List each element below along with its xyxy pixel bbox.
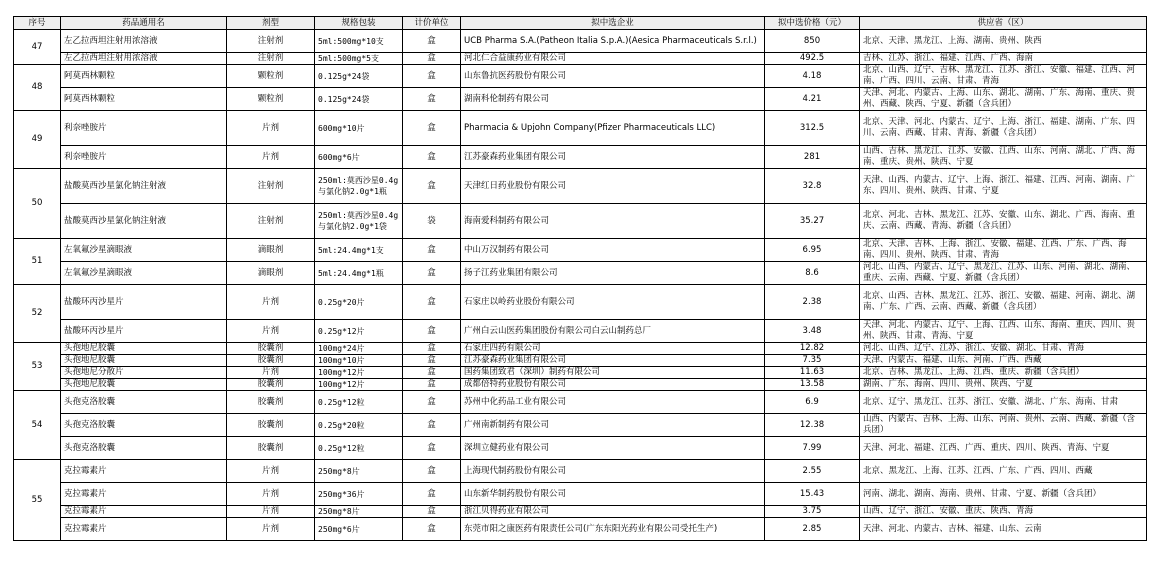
cell-provinces: 天津、内蒙古、福建、山东、河南、广西、西藏 — [860, 355, 1147, 367]
table-row — [14, 343, 1147, 355]
cell-company: 山东新华制药股份有限公司 — [461, 483, 765, 506]
table-row — [14, 88, 1147, 111]
cell-unit: 盒 — [403, 53, 461, 65]
cell-price: 7.99 — [765, 437, 860, 460]
cell-dosage-form: 片剂 — [227, 111, 315, 146]
cell-dosage-form: 胶囊剂 — [227, 437, 315, 460]
cell-company: 广州南新制药有限公司 — [461, 414, 765, 437]
cell-seq: 52 — [14, 285, 61, 343]
cell-unit: 盒 — [403, 437, 461, 460]
table-row — [14, 437, 1147, 460]
cell-provinces: 北京、辽宁、黑龙江、江苏、浙江、安徽、湖北、广东、海南、甘肃 — [860, 391, 1147, 414]
cell-company: 石家庄四药有限公司 — [461, 343, 765, 355]
header-price: 拟中选价格（元） — [765, 17, 860, 30]
cell-unit: 盒 — [403, 367, 461, 379]
cell-dosage-form: 胶囊剂 — [227, 414, 315, 437]
cell-drug-name: 克拉霉素片 — [61, 518, 227, 541]
cell-company: 成都倍特药业股份有限公司 — [461, 379, 765, 391]
table-row — [14, 379, 1147, 391]
cell-dosage-form: 片剂 — [227, 285, 315, 320]
cell-company: 江苏豪森药业集团有限公司 — [461, 355, 765, 367]
cell-spec: 250mg*6片 — [315, 518, 403, 541]
cell-spec: 0.25g*20片 — [315, 285, 403, 320]
cell-price: 13.58 — [765, 379, 860, 391]
cell-dosage-form: 胶囊剂 — [227, 379, 315, 391]
cell-price: 35.27 — [765, 204, 860, 239]
cell-dosage-form: 片剂 — [227, 146, 315, 169]
table-body — [14, 30, 1147, 541]
table-row — [14, 262, 1147, 285]
cell-unit: 盒 — [403, 460, 461, 483]
table-row — [14, 483, 1147, 506]
cell-price: 312.5 — [765, 111, 860, 146]
cell-company: 山东鲁抗医药股份有限公司 — [461, 65, 765, 88]
cell-dosage-form: 片剂 — [227, 320, 315, 343]
cell-provinces: 河南、湖北、湖南、海南、贵州、甘肃、宁夏、新疆（含兵团） — [860, 483, 1147, 506]
header-row — [14, 17, 1147, 30]
cell-company: 中山万汉制药有限公司 — [461, 239, 765, 262]
cell-unit: 盒 — [403, 169, 461, 204]
cell-company: 湖南科伦制药有限公司 — [461, 88, 765, 111]
cell-company: 江苏豪森药业集团有限公司 — [461, 146, 765, 169]
cell-drug-name: 克拉霉素片 — [61, 460, 227, 483]
cell-company: 苏州中化药品工业有限公司 — [461, 391, 765, 414]
cell-drug-name: 左氧氟沙星滴眼液 — [61, 239, 227, 262]
cell-company: 深圳立健药业有限公司 — [461, 437, 765, 460]
cell-company: 河北仁合益康药业有限公司 — [461, 53, 765, 65]
cell-drug-name: 头孢地尼分散片 — [61, 367, 227, 379]
table-row — [14, 320, 1147, 343]
cell-dosage-form: 片剂 — [227, 483, 315, 506]
cell-drug-name: 左乙拉西坦注射用浓溶液 — [61, 53, 227, 65]
cell-unit: 袋 — [403, 204, 461, 239]
cell-unit: 盒 — [403, 320, 461, 343]
table-row — [14, 239, 1147, 262]
cell-price: 6.9 — [765, 391, 860, 414]
cell-company: 扬子江药业集团有限公司 — [461, 262, 765, 285]
cell-drug-name: 头孢地尼胶囊 — [61, 379, 227, 391]
cell-provinces: 北京、河北、吉林、黑龙江、江苏、安徽、山东、湖北、广西、海南、重庆、云南、西藏、青海、新疆（含兵团） — [860, 204, 1147, 239]
table-row — [14, 506, 1147, 518]
cell-dosage-form: 片剂 — [227, 460, 315, 483]
cell-price: 7.35 — [765, 355, 860, 367]
cell-provinces: 山西、内蒙古、吉林、上海、山东、河南、贵州、云南、西藏、新疆（含兵团） — [860, 414, 1147, 437]
cell-provinces: 河北、山西、内蒙古、辽宁、黑龙江、江苏、山东、河南、湖北、湖南、重庆、云南、西藏、宁夏、新疆（含兵团） — [860, 262, 1147, 285]
cell-spec: 100mg*10片 — [315, 355, 403, 367]
cell-dosage-form: 片剂 — [227, 506, 315, 518]
cell-price: 4.18 — [765, 65, 860, 88]
cell-spec: 100mg*12片 — [315, 367, 403, 379]
table-row — [14, 414, 1147, 437]
header-spec: 规格包装 — [315, 17, 403, 30]
cell-spec: 250mg*36片 — [315, 483, 403, 506]
cell-spec: 0.25g*12粒 — [315, 437, 403, 460]
cell-drug-name: 利奈唑胺片 — [61, 146, 227, 169]
cell-company: 上海现代制药股份有限公司 — [461, 460, 765, 483]
cell-price: 2.85 — [765, 518, 860, 541]
cell-seq: 54 — [14, 391, 61, 460]
cell-spec: 5ml:500mg*10支 — [315, 30, 403, 53]
cell-company: 浙江贝得药业有限公司 — [461, 506, 765, 518]
cell-price: 3.48 — [765, 320, 860, 343]
cell-dosage-form: 滴眼剂 — [227, 239, 315, 262]
cell-price: 4.21 — [765, 88, 860, 111]
cell-seq: 55 — [14, 460, 61, 541]
header-unit: 计价单位 — [403, 17, 461, 30]
table-row — [14, 285, 1147, 320]
table-row — [14, 204, 1147, 239]
cell-price: 32.8 — [765, 169, 860, 204]
cell-drug-name: 头孢克洛胶囊 — [61, 437, 227, 460]
cell-dosage-form: 注射剂 — [227, 204, 315, 239]
table-row — [14, 355, 1147, 367]
cell-company: 天津红日药业股份有限公司 — [461, 169, 765, 204]
cell-spec: 0.125g*24袋 — [315, 88, 403, 111]
cell-price: 11.63 — [765, 367, 860, 379]
header-company: 拟中选企业 — [461, 17, 765, 30]
cell-price: 2.38 — [765, 285, 860, 320]
cell-drug-name: 克拉霉素片 — [61, 483, 227, 506]
cell-provinces: 天津、山西、内蒙古、辽宁、上海、浙江、福建、江西、河南、湖南、广东、四川、贵州、陕西、甘肃、宁夏 — [860, 169, 1147, 204]
cell-price: 8.6 — [765, 262, 860, 285]
cell-price: 281 — [765, 146, 860, 169]
cell-seq: 51 — [14, 239, 61, 285]
table-row — [14, 460, 1147, 483]
cell-dosage-form: 颗粒剂 — [227, 88, 315, 111]
cell-unit: 盒 — [403, 262, 461, 285]
cell-provinces: 北京、山西、辽宁、吉林、黑龙江、江苏、浙江、安徽、福建、江西、河南、广西、四川、云南、甘肃、青海 — [860, 65, 1147, 88]
table-row — [14, 30, 1147, 53]
cell-seq: 53 — [14, 343, 61, 391]
cell-provinces: 北京、天津、河北、内蒙古、辽宁、上海、浙江、福建、湖南、广东、四川、云南、西藏、甘肃、青海、新疆（含兵团） — [860, 111, 1147, 146]
table-row — [14, 53, 1147, 65]
cell-price: 850 — [765, 30, 860, 53]
cell-drug-name: 盐酸莫西沙星氯化钠注射液 — [61, 169, 227, 204]
cell-spec: 0.25g*12片 — [315, 320, 403, 343]
procurement-table — [13, 16, 1147, 541]
table-row — [14, 169, 1147, 204]
cell-price: 12.38 — [765, 414, 860, 437]
cell-provinces: 山西、吉林、黑龙江、江苏、安徽、江西、山东、河南、湖北、广西、海南、重庆、贵州、陕西、宁夏 — [860, 146, 1147, 169]
cell-spec: 100mg*24片 — [315, 343, 403, 355]
cell-drug-name: 左乙拉西坦注射用浓溶液 — [61, 30, 227, 53]
cell-spec: 250ml:莫西沙星0.4g与氯化钠2.0g*1袋 — [315, 204, 403, 239]
cell-provinces: 湖南、广东、海南、四川、贵州、陕西、宁夏 — [860, 379, 1147, 391]
cell-unit: 盒 — [403, 239, 461, 262]
cell-unit: 盒 — [403, 146, 461, 169]
cell-price: 2.55 — [765, 460, 860, 483]
cell-drug-name: 利奈唑胺片 — [61, 111, 227, 146]
cell-spec: 600mg*10片 — [315, 111, 403, 146]
cell-unit: 盒 — [403, 355, 461, 367]
cell-provinces: 北京、山西、吉林、黑龙江、江苏、浙江、安徽、福建、河南、湖北、湖南、广东、广西、云南、西藏、新疆（含兵团） — [860, 285, 1147, 320]
cell-spec: 250ml:莫西沙星0.4g与氯化钠2.0g*1瓶 — [315, 169, 403, 204]
cell-unit: 盒 — [403, 391, 461, 414]
cell-spec: 5ml:24.4mg*1瓶 — [315, 262, 403, 285]
cell-dosage-form: 颗粒剂 — [227, 65, 315, 88]
cell-price: 492.5 — [765, 53, 860, 65]
cell-price: 15.43 — [765, 483, 860, 506]
cell-unit: 盒 — [403, 111, 461, 146]
cell-dosage-form: 滴眼剂 — [227, 262, 315, 285]
cell-dosage-form: 片剂 — [227, 518, 315, 541]
cell-spec: 5ml:500mg*5支 — [315, 53, 403, 65]
cell-spec: 0.25g*20粒 — [315, 414, 403, 437]
cell-seq: 48 — [14, 65, 61, 111]
cell-unit: 盒 — [403, 65, 461, 88]
cell-provinces: 河北、山西、辽宁、江苏、浙江、安徽、湖北、甘肃、青海 — [860, 343, 1147, 355]
cell-price: 12.82 — [765, 343, 860, 355]
cell-provinces: 吉林、江苏、浙江、福建、江西、广西、海南 — [860, 53, 1147, 65]
cell-unit: 盒 — [403, 518, 461, 541]
cell-unit: 盒 — [403, 506, 461, 518]
cell-drug-name: 头孢地尼胶囊 — [61, 355, 227, 367]
cell-price: 3.75 — [765, 506, 860, 518]
cell-company: Pharmacia & Upjohn Company(Pfizer Pharmaceuticals LLC) — [461, 111, 765, 146]
cell-drug-name: 左氧氟沙星滴眼液 — [61, 262, 227, 285]
cell-spec: 0.25g*12粒 — [315, 391, 403, 414]
cell-unit: 盒 — [403, 343, 461, 355]
cell-unit: 盒 — [403, 285, 461, 320]
header-dosage-form: 剂型 — [227, 17, 315, 30]
cell-dosage-form: 注射剂 — [227, 30, 315, 53]
cell-company: 国药集团致君（深圳）制药有限公司 — [461, 367, 765, 379]
table-row — [14, 391, 1147, 414]
cell-spec: 250mg*8片 — [315, 506, 403, 518]
cell-drug-name: 头孢克洛胶囊 — [61, 414, 227, 437]
header-drug-name: 药品通用名 — [61, 17, 227, 30]
cell-company: 海南爱科制药有限公司 — [461, 204, 765, 239]
cell-company: 石家庄以岭药业股份有限公司 — [461, 285, 765, 320]
cell-unit: 盒 — [403, 379, 461, 391]
cell-dosage-form: 胶囊剂 — [227, 343, 315, 355]
cell-provinces: 北京、吉林、黑龙江、上海、江西、重庆、新疆（含兵团） — [860, 367, 1147, 379]
cell-seq: 50 — [14, 169, 61, 239]
cell-provinces: 天津、河北、内蒙古、辽宁、上海、江西、山东、海南、重庆、四川、贵州、陕西、甘肃、青海、宁夏 — [860, 320, 1147, 343]
cell-drug-name: 盐酸莫西沙星氯化钠注射液 — [61, 204, 227, 239]
cell-provinces: 天津、河北、内蒙古、吉林、福建、山东、云南 — [860, 518, 1147, 541]
cell-seq: 47 — [14, 30, 61, 65]
cell-spec: 0.125g*24袋 — [315, 65, 403, 88]
cell-spec: 5ml:24.4mg*1支 — [315, 239, 403, 262]
table-row — [14, 518, 1147, 541]
cell-provinces: 山西、辽宁、浙江、安徽、重庆、陕西、青海 — [860, 506, 1147, 518]
cell-unit: 盒 — [403, 30, 461, 53]
cell-drug-name: 克拉霉素片 — [61, 506, 227, 518]
cell-spec: 600mg*6片 — [315, 146, 403, 169]
cell-company: UCB Pharma S.A.(Patheon Italia S.p.A.)(Aesica Pharmaceuticals S.r.l.) — [461, 30, 765, 53]
cell-unit: 盒 — [403, 483, 461, 506]
cell-drug-name: 盐酸环丙沙星片 — [61, 285, 227, 320]
cell-dosage-form: 片剂 — [227, 367, 315, 379]
cell-unit: 盒 — [403, 414, 461, 437]
cell-spec: 100mg*12片 — [315, 379, 403, 391]
cell-price: 6.95 — [765, 239, 860, 262]
cell-spec: 250mg*8片 — [315, 460, 403, 483]
cell-provinces: 天津、河北、福建、江西、广西、重庆、四川、陕西、青海、宁夏 — [860, 437, 1147, 460]
table-row — [14, 65, 1147, 88]
cell-drug-name: 阿莫西林颗粒 — [61, 65, 227, 88]
table-row — [14, 367, 1147, 379]
header-provinces: 供应省（区） — [860, 17, 1147, 30]
cell-company: 东莞市阳之康医药有限责任公司(广东东阳光药业有限公司受托生产) — [461, 518, 765, 541]
cell-unit: 盒 — [403, 88, 461, 111]
cell-drug-name: 头孢地尼胶囊 — [61, 343, 227, 355]
cell-drug-name: 阿莫西林颗粒 — [61, 88, 227, 111]
cell-dosage-form: 注射剂 — [227, 169, 315, 204]
cell-dosage-form: 胶囊剂 — [227, 355, 315, 367]
table-row — [14, 146, 1147, 169]
cell-drug-name: 盐酸环丙沙星片 — [61, 320, 227, 343]
cell-dosage-form: 注射剂 — [227, 53, 315, 65]
cell-seq: 49 — [14, 111, 61, 169]
cell-provinces: 北京、天津、黑龙江、上海、湖南、贵州、陕西 — [860, 30, 1147, 53]
cell-provinces: 北京、天津、吉林、上海、浙江、安徽、福建、江西、广东、广西、海南、四川、贵州、陕西、甘肃、青海 — [860, 239, 1147, 262]
header-seq: 序号 — [14, 17, 61, 30]
cell-provinces: 天津、河北、内蒙古、上海、山东、湖北、湖南、广东、海南、重庆、贵州、西藏、陕西、宁夏、新疆（含兵团） — [860, 88, 1147, 111]
cell-provinces: 北京、黑龙江、上海、江苏、江西、广东、广西、四川、西藏 — [860, 460, 1147, 483]
table-row — [14, 111, 1147, 146]
cell-dosage-form: 胶囊剂 — [227, 391, 315, 414]
cell-company: 广州白云山医药集团股份有限公司白云山制药总厂 — [461, 320, 765, 343]
cell-drug-name: 头孢克洛胶囊 — [61, 391, 227, 414]
